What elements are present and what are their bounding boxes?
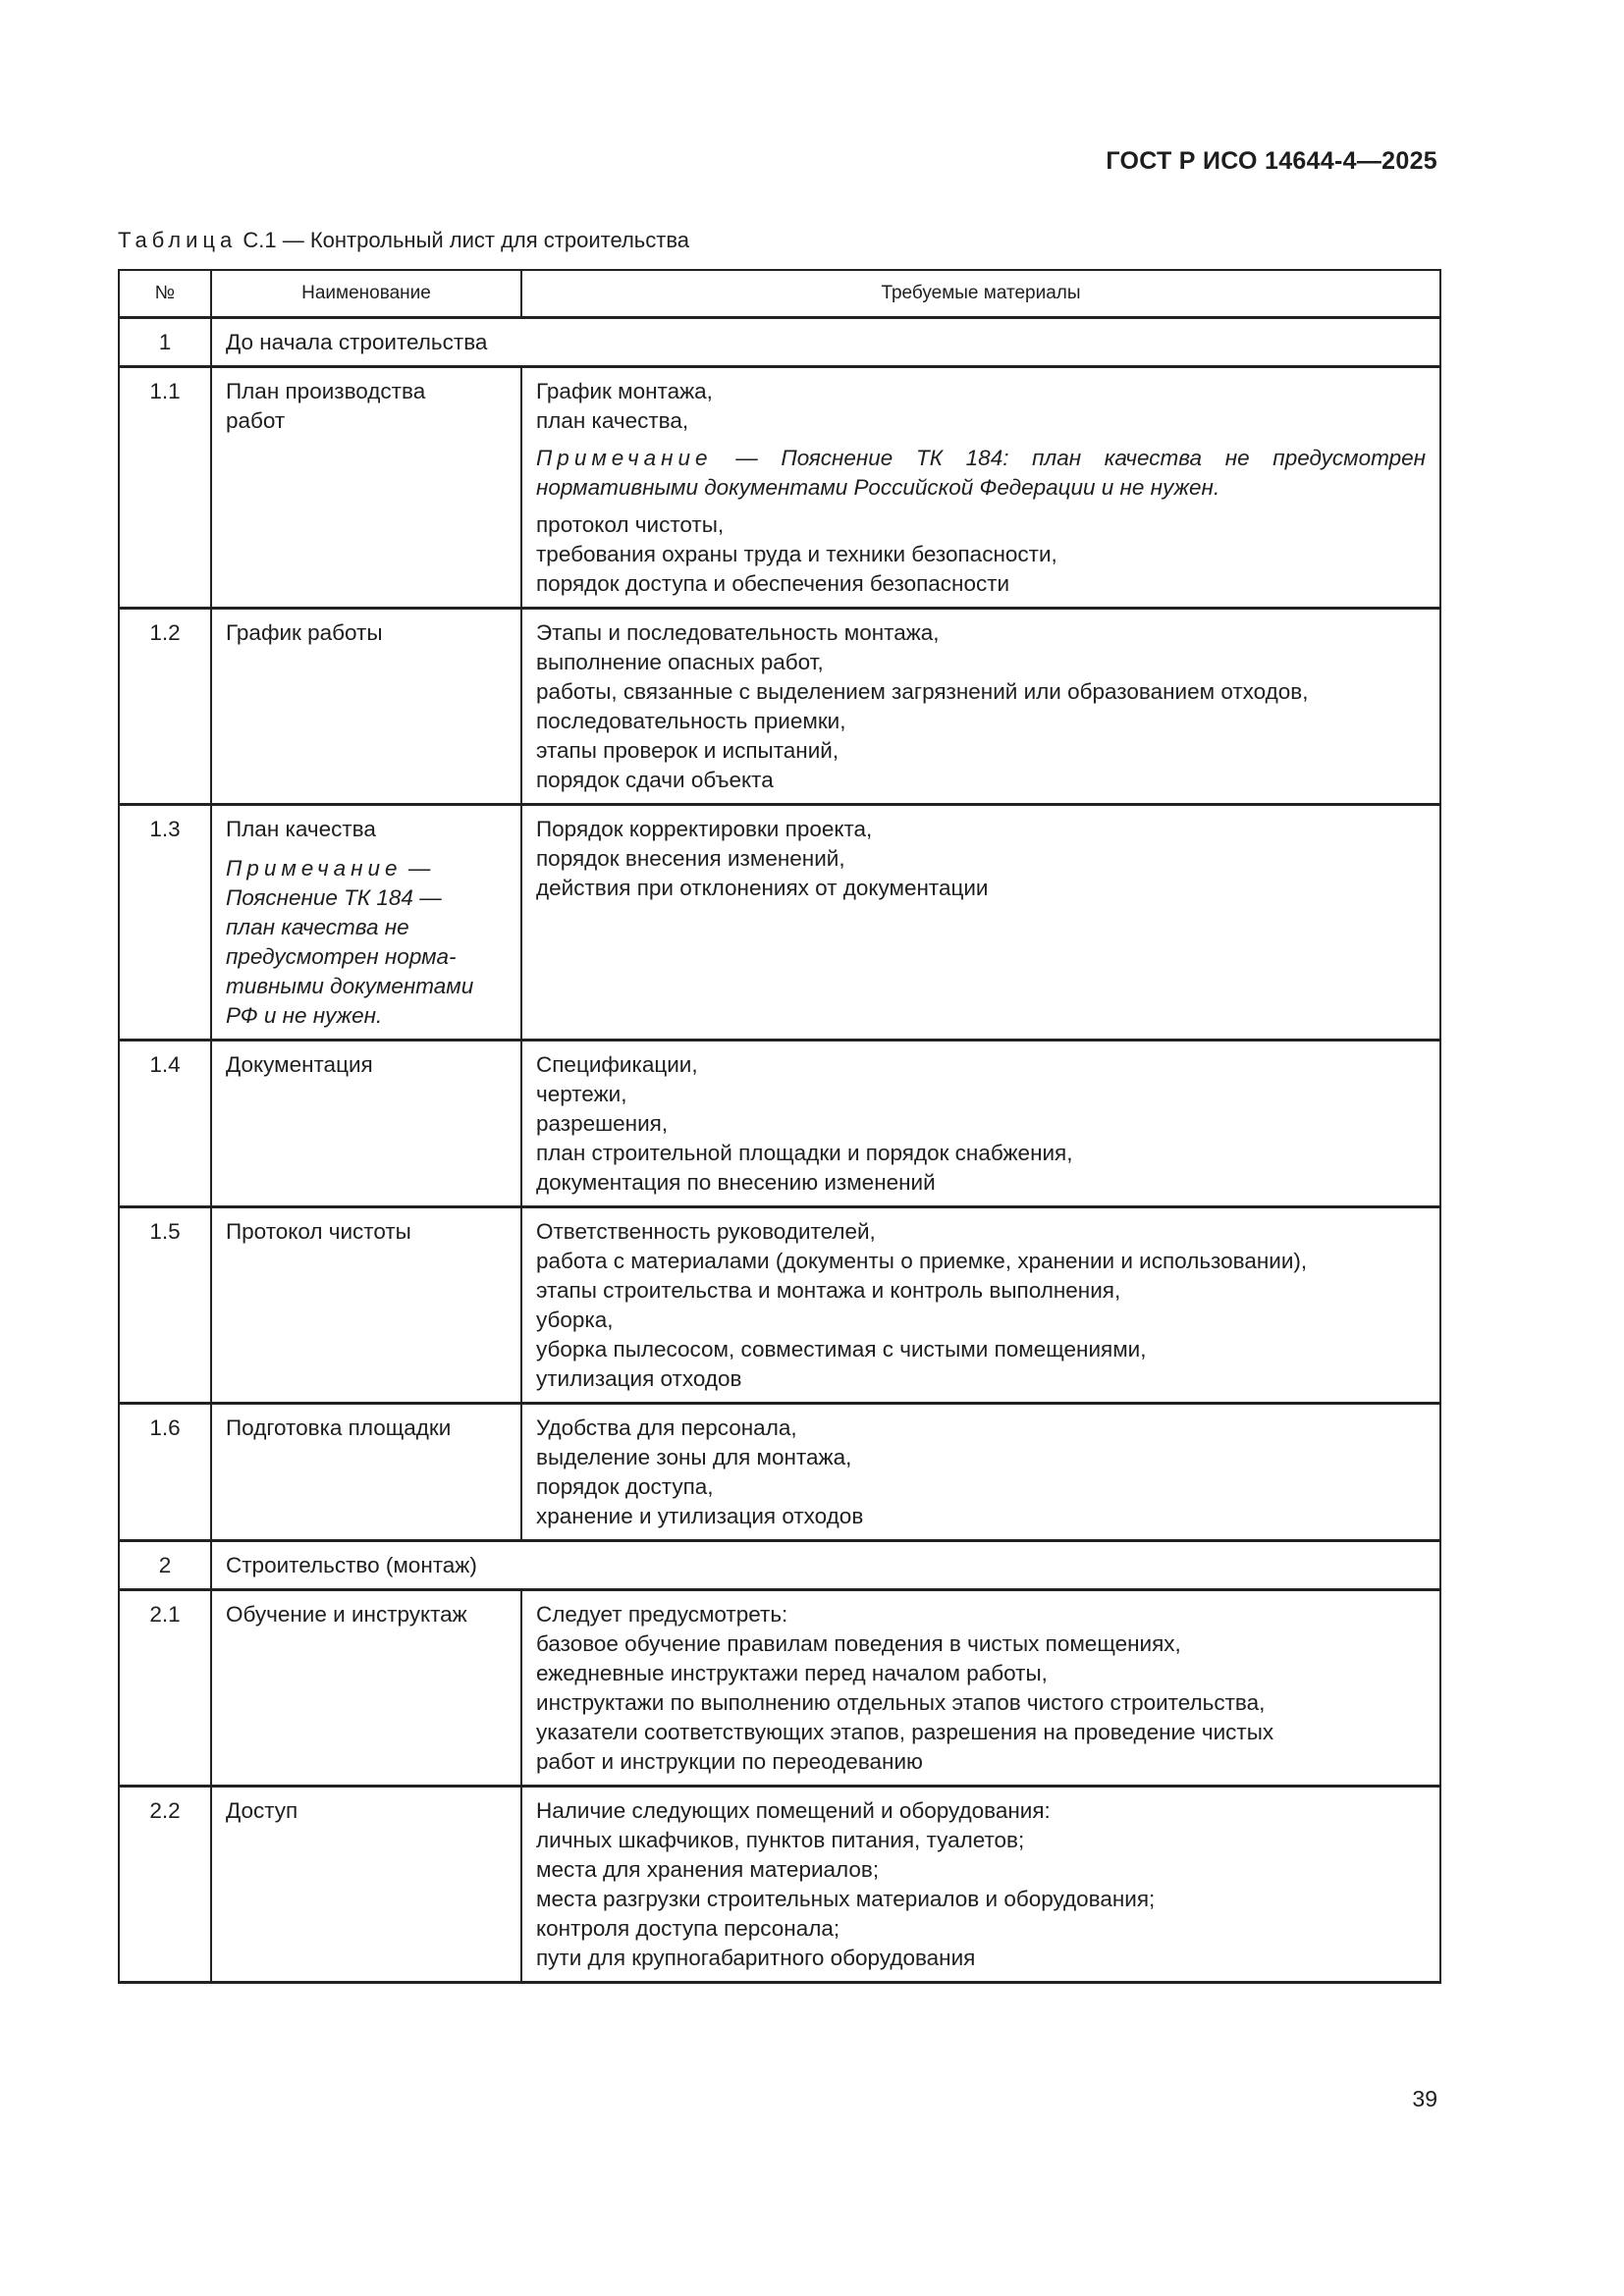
- table-caption-label: Таблица: [118, 228, 238, 252]
- material-line: ежедневные инструктажи перед началом работы,: [536, 1661, 1048, 1685]
- note-text: [536, 444, 1426, 503]
- row-materials: [521, 805, 1440, 1041]
- material-line: указатели соответствующих этапов, разрешения на проведение чистых: [536, 1720, 1274, 1744]
- column-header-num: №: [119, 270, 211, 318]
- row-num: 2.2: [119, 1787, 211, 1983]
- material-line: Ответственность руководителей,: [536, 1219, 876, 1244]
- row-materials: [521, 1590, 1440, 1787]
- material-line: График монтажа,: [536, 379, 713, 403]
- table-header-row: [119, 270, 1440, 318]
- row-num: 1.6: [119, 1404, 211, 1541]
- row-name: [211, 367, 521, 609]
- row-num: 1.5: [119, 1207, 211, 1404]
- material-line: Удобства для персонала,: [536, 1415, 797, 1440]
- material-line: контроля доступа персонала;: [536, 1916, 840, 1941]
- material-line: Следует предусмотреть:: [536, 1602, 788, 1627]
- material-line: утилизация отходов: [536, 1366, 742, 1391]
- section-num: 2: [119, 1541, 211, 1590]
- row-materials: [521, 367, 1440, 609]
- construction-checklist-table: [118, 269, 1441, 1984]
- row-name-line: Документация: [226, 1052, 373, 1077]
- material-line: план строительной площадки и порядок снабжения,: [536, 1141, 1073, 1165]
- table-row: [119, 609, 1440, 805]
- row-name: [211, 1404, 521, 1541]
- section-title: Строительство (монтаж): [211, 1541, 1440, 1590]
- material-line: действия при отклонениях от документации: [536, 876, 989, 900]
- row-num: 1.1: [119, 367, 211, 609]
- table-section-row: [119, 318, 1440, 367]
- row-name-line: Протокол чистоты: [226, 1219, 411, 1244]
- material-line: порядок внесения изменений,: [536, 846, 845, 871]
- table-row: [119, 805, 1440, 1041]
- name-note-line: РФ и не нужен.: [226, 1003, 383, 1028]
- material-line: Наличие следующих помещений и оборудования:: [536, 1798, 1051, 1823]
- material-line: хранение и утилизация отходов: [536, 1504, 864, 1528]
- material-line: порядок сдачи объекта: [536, 768, 774, 792]
- section-num: 1: [119, 318, 211, 367]
- name-note-line: Пояснение ТК 184 —: [226, 885, 442, 910]
- note-body: — Пояснение ТК 184: план качества не предусмотрен нормативными документами Российской Федерации и не нужен.: [536, 446, 1426, 500]
- row-name: [211, 1207, 521, 1404]
- row-materials: [521, 1787, 1440, 1983]
- material-line: работа с материалами (документы о приемке, хранении и использовании),: [536, 1249, 1308, 1273]
- material-line: выполнение опасных работ,: [536, 650, 824, 674]
- material-line: Порядок корректировки проекта,: [536, 817, 873, 841]
- name-note: [226, 854, 507, 1031]
- row-num: 1.4: [119, 1041, 211, 1207]
- material-line: документация по внесению изменений: [536, 1170, 936, 1195]
- row-num: 2.1: [119, 1590, 211, 1787]
- material-line: выделение зоны для монтажа,: [536, 1445, 852, 1469]
- column-header-name: Наименование: [211, 270, 521, 318]
- name-note-label-line: Примечание —: [226, 856, 431, 881]
- material-line: места для хранения материалов;: [536, 1857, 880, 1882]
- column-header-materials: Требуемые материалы: [521, 270, 1440, 318]
- table-row: [119, 1404, 1440, 1541]
- row-name: [211, 805, 521, 1041]
- material-line: этапы строительства и монтажа и контроль выполнения,: [536, 1278, 1121, 1303]
- row-materials: [521, 1041, 1440, 1207]
- material-line: работ и инструкции по переодеванию: [536, 1749, 923, 1774]
- table-caption-text: С.1 — Контрольный лист для строительства: [243, 228, 690, 252]
- row-materials: [521, 1207, 1440, 1404]
- row-name-line: Доступ: [226, 1798, 298, 1823]
- row-name-line: График работы: [226, 620, 383, 645]
- material-line: работы, связанные с выделением загрязнений или образованием отходов,: [536, 679, 1309, 704]
- table-row: [119, 367, 1440, 609]
- material-line: инструктажи по выполнению отдельных этапов чистого строительства,: [536, 1690, 1266, 1715]
- row-materials: [521, 609, 1440, 805]
- row-name: [211, 1041, 521, 1207]
- table-caption: [118, 228, 689, 253]
- material-line: места разгрузки строительных материалов и оборудования;: [536, 1887, 1156, 1911]
- row-name-line: работ: [226, 408, 286, 433]
- table-section-row: [119, 1541, 1440, 1590]
- material-line: порядок доступа и обеспечения безопасности: [536, 571, 1010, 596]
- material-line: пути для крупногабаритного оборудования: [536, 1946, 976, 1970]
- material-line: личных шкафчиков, пунктов питания, туалетов;: [536, 1828, 1025, 1852]
- material-line: уборка пылесосом, совместимая с чистыми помещениями,: [536, 1337, 1147, 1362]
- material-line: последовательность приемки,: [536, 709, 846, 733]
- material-line: Этапы и последовательность монтажа,: [536, 620, 940, 645]
- note-label: Примечание: [536, 446, 713, 470]
- material-line: план качества,: [536, 408, 689, 433]
- material-line: чертежи,: [536, 1082, 627, 1106]
- material-line: порядок доступа,: [536, 1474, 714, 1499]
- row-name: [211, 1787, 521, 1983]
- name-note-line: тивными документами: [226, 974, 474, 998]
- material-line: уборка,: [536, 1308, 614, 1332]
- page-number: 39: [1412, 2086, 1437, 2111]
- row-materials: [521, 1404, 1440, 1541]
- row-num: 1.2: [119, 609, 211, 805]
- row-name-line: План качества: [226, 817, 376, 841]
- table-row: [119, 1787, 1440, 1983]
- material-line: Спецификации,: [536, 1052, 698, 1077]
- section-title: До начала строительства: [211, 318, 1440, 367]
- row-name: [211, 1590, 521, 1787]
- row-name-line: Подготовка площадки: [226, 1415, 452, 1440]
- row-num: 1.3: [119, 805, 211, 1041]
- row-name-line: Обучение и инструктаж: [226, 1602, 467, 1627]
- table-row: [119, 1590, 1440, 1787]
- material-line: этапы проверок и испытаний,: [536, 738, 839, 763]
- name-note-line: предусмотрен норма-: [226, 944, 457, 969]
- material-line: разрешения,: [536, 1111, 669, 1136]
- row-name-line: План производства: [226, 379, 426, 403]
- material-line: базовое обучение правилам поведения в чистых помещениях,: [536, 1631, 1181, 1656]
- name-note-line: план качества не: [226, 915, 409, 939]
- row-name: [211, 609, 521, 805]
- document-standard-header: ГОСТ Р ИСО 14644-4—2025: [1106, 147, 1437, 175]
- table-row: [119, 1207, 1440, 1404]
- material-line: требования охраны труда и техники безопасности,: [536, 542, 1057, 566]
- material-line: протокол чистоты,: [536, 512, 725, 537]
- table-row: [119, 1041, 1440, 1207]
- name-note-label: Примечание: [226, 856, 403, 881]
